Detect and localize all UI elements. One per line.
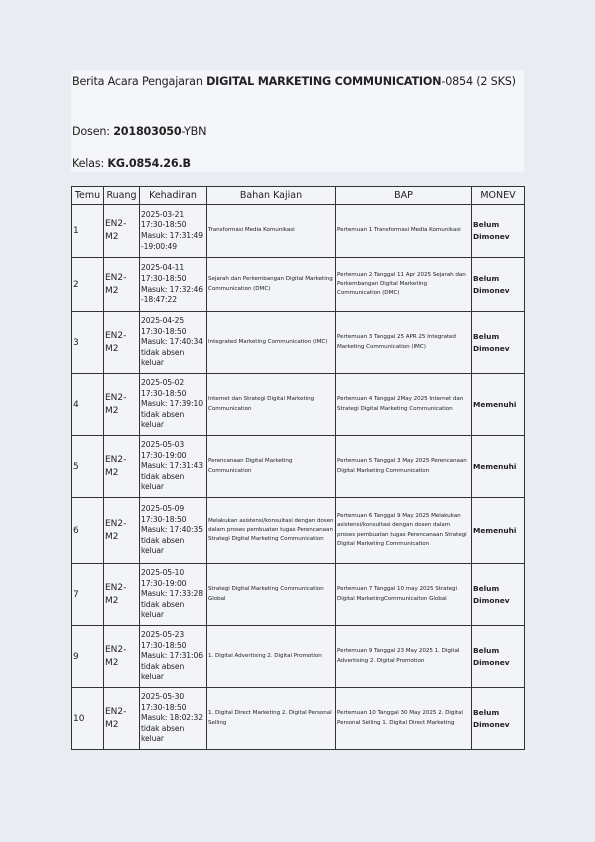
meeting-number: 3	[72, 312, 104, 374]
attendance-line: 2025-04-25	[141, 316, 185, 326]
material-cell: Melakukan asistensi/konsultasi dengan dosen dalam proses pembuatan tugas Perencanaan Strategi Digital Marketing Communication	[207, 498, 336, 564]
attendance-line: -18:47:22	[141, 295, 177, 305]
room-cell: EN2-M2	[104, 374, 140, 436]
attendance-line: 17:30-18:50	[141, 702, 187, 712]
table-body	[72, 205, 525, 750]
attendance-line: tidak absen keluar	[141, 535, 185, 556]
table-header-row	[72, 187, 525, 205]
teaching-report-table	[71, 186, 525, 750]
attendance-line: 2025-04-11	[141, 263, 185, 273]
monev-status: Belum Dimonev	[472, 626, 525, 688]
monev-status: Belum Dimonev	[472, 688, 525, 750]
monev-status: Belum Dimonev	[472, 205, 525, 258]
material-cell: Sejarah dan Perkembangan Digital Marketing Communication (DMC)	[207, 258, 336, 312]
attendance-line: Masuk: 17:32:46	[141, 284, 203, 294]
material-cell: Transformasi Media Komunikasi	[207, 205, 336, 258]
attendance-cell	[140, 688, 207, 750]
attendance-line: 2025-05-03	[141, 440, 185, 450]
table-row	[72, 498, 525, 564]
attendance-line: Masuk: 17:33:28	[141, 589, 203, 599]
room-cell: EN2-M2	[104, 205, 140, 258]
attendance-line: 2025-05-23	[141, 630, 185, 640]
attendance-line: 2025-03-21	[141, 209, 185, 219]
table-row	[72, 258, 525, 312]
attendance-line: tidak absen keluar	[141, 347, 185, 368]
bap-cell: Pertemuan 10 Tanggal 30 May 2025 2. Digital Personal Selling 1. Digital Direct Marketing	[336, 688, 472, 750]
class-line	[72, 155, 191, 172]
attendance-cell	[140, 564, 207, 626]
attendance-line: Masuk: 18:02:32	[141, 713, 203, 723]
class-label: Kelas:	[72, 157, 108, 170]
attendance-line: Masuk: 17:31:43	[141, 461, 203, 471]
room-cell: EN2-M2	[104, 436, 140, 498]
material-cell: Integrated Marketing Communication (IMC)	[207, 312, 336, 374]
attendance-line: 17:30-18:50	[141, 514, 187, 524]
room-cell: EN2-M2	[104, 258, 140, 312]
lecturer-code: -YBN	[181, 125, 207, 138]
meeting-number: 5	[72, 436, 104, 498]
attendance-line: 2025-05-02	[141, 378, 185, 388]
bap-cell: Pertemuan 6 Tanggal 9 May 2025 Melakukan asistensi/konsultasi dengan dosen dalam proses pembuatan tugas Perencanaan Strategi Digital Marketing Communication	[336, 498, 472, 564]
material-cell: Internet dan Strategi Digital Marketing Communication	[207, 374, 336, 436]
monev-status: Belum Dimonev	[472, 258, 525, 312]
table-row	[72, 205, 525, 258]
room-cell: EN2-M2	[104, 688, 140, 750]
monev-status: Memenuhi	[472, 436, 525, 498]
attendance-line: Masuk: 17:40:35	[141, 525, 203, 535]
attendance-line: 17:30-18:50	[141, 326, 187, 336]
attendance-cell	[140, 374, 207, 436]
room-cell: EN2-M2	[104, 564, 140, 626]
room-cell: EN2-M2	[104, 312, 140, 374]
monev-status: Memenuhi	[472, 374, 525, 436]
class-code: KG.0854.26.B	[107, 157, 191, 170]
attendance-line: 17:30-18:50	[141, 273, 187, 283]
col-header-bap: BAP	[336, 187, 472, 205]
attendance-cell	[140, 312, 207, 374]
table-row	[72, 564, 525, 626]
bap-cell: Pertemuan 9 Tanggal 23 May 2025 1. Digital Advertising 2. Digital Promotion	[336, 626, 472, 688]
meeting-number: 10	[72, 688, 104, 750]
table-row	[72, 436, 525, 498]
course-name: DIGITAL MARKETING COMMUNICATION	[206, 75, 442, 88]
col-header-temu: Temu	[72, 187, 104, 205]
meeting-number: 2	[72, 258, 104, 312]
table-row	[72, 312, 525, 374]
monev-status: Belum Dimonev	[472, 312, 525, 374]
attendance-line: 17:30-19:00	[141, 450, 187, 460]
meeting-number: 9	[72, 626, 104, 688]
attendance-line: Masuk: 17:31:06	[141, 651, 203, 661]
table-row	[72, 688, 525, 750]
attendance-cell	[140, 436, 207, 498]
attendance-line: Masuk: 17:31:49	[141, 231, 203, 240]
attendance-line: 2025-05-09	[141, 504, 185, 514]
attendance-line: Masuk: 17:40:34	[141, 337, 203, 347]
bap-cell: Pertemuan 5 Tanggal 3 May 2025 Perencanaan Digital Marketing Communication	[336, 436, 472, 498]
meeting-number: 1	[72, 205, 104, 258]
attendance-line: 2025-05-10	[141, 568, 185, 578]
attendance-cell	[140, 498, 207, 564]
monev-status: Memenuhi	[472, 498, 525, 564]
attendance-line: tidak absen keluar	[141, 409, 185, 430]
attendance-line: tidak absen keluar	[141, 599, 185, 620]
attendance-line: tidak absen keluar	[141, 723, 185, 744]
course-code: -0854 (2 SKS)	[441, 75, 516, 88]
document-title	[72, 73, 517, 90]
col-header-kehadiran: Kehadiran	[140, 187, 207, 205]
attendance-cell	[140, 205, 207, 258]
col-header-bahan-kajian: Bahan Kajian	[207, 187, 336, 205]
material-cell: Perencanaan Digital Marketing Communication	[207, 436, 336, 498]
bap-cell: Pertemuan 4 Tanggal 2May 2025 Internet dan Strategi Digital Marketing Communication	[336, 374, 472, 436]
attendance-cell	[140, 626, 207, 688]
attendance-line: 2025-05-30	[141, 692, 185, 702]
attendance-line: tidak absen keluar	[141, 661, 185, 682]
room-cell: EN2-M2	[104, 626, 140, 688]
document-header	[71, 70, 524, 172]
meeting-number: 6	[72, 498, 104, 564]
col-header-ruang: Ruang	[104, 187, 140, 205]
room-cell: EN2-M2	[104, 498, 140, 564]
lecturer-label: Dosen:	[72, 125, 114, 138]
meeting-number: 7	[72, 564, 104, 626]
attendance-line: tidak absen keluar	[141, 471, 185, 492]
material-cell: Strategi Digital Marketing Communication Global	[207, 564, 336, 626]
attendance-line: 17:30-18:50	[141, 220, 187, 230]
lecturer-id: 201803050	[113, 125, 182, 138]
attendance-line: 17:30-19:00	[141, 578, 187, 588]
table-row	[72, 626, 525, 688]
title-prefix: Berita Acara Pengajaran	[72, 75, 207, 88]
material-cell: 1. Digital Advertising 2. Digital Promotion	[207, 626, 336, 688]
col-header-monev: MONEV	[472, 187, 525, 205]
attendance-cell	[140, 258, 207, 312]
bap-cell: Pertemuan 3 Tanggal 25 APR 25 Integrated Marketing Communication (IMC)	[336, 312, 472, 374]
bap-cell: Pertemuan 1 Transformasi Media Komunikasi	[336, 205, 472, 258]
meeting-number: 4	[72, 374, 104, 436]
attendance-line: -19:00:49	[141, 241, 177, 251]
material-cell: 1. Digital Direct Marketing 2. Digital Personal Selling	[207, 688, 336, 750]
table-row	[72, 374, 525, 436]
attendance-line: Masuk: 17:39:10	[141, 399, 203, 409]
monev-status: Belum Dimonev	[472, 564, 525, 626]
bap-cell: Pertemuan 2 Tanggal 11 Apr 2025 Sejarah dan Perkembangan Digital Marketing Communication (DMC)	[336, 258, 472, 312]
lecturer-line	[72, 123, 206, 140]
bap-cell: Pertemuan 7 Tanggal 10 may 2025 Strategi Digital MarketingCommunicaiton Global	[336, 564, 472, 626]
attendance-line: 17:30-18:50	[141, 388, 187, 398]
attendance-line: 17:30-18:50	[141, 640, 187, 650]
